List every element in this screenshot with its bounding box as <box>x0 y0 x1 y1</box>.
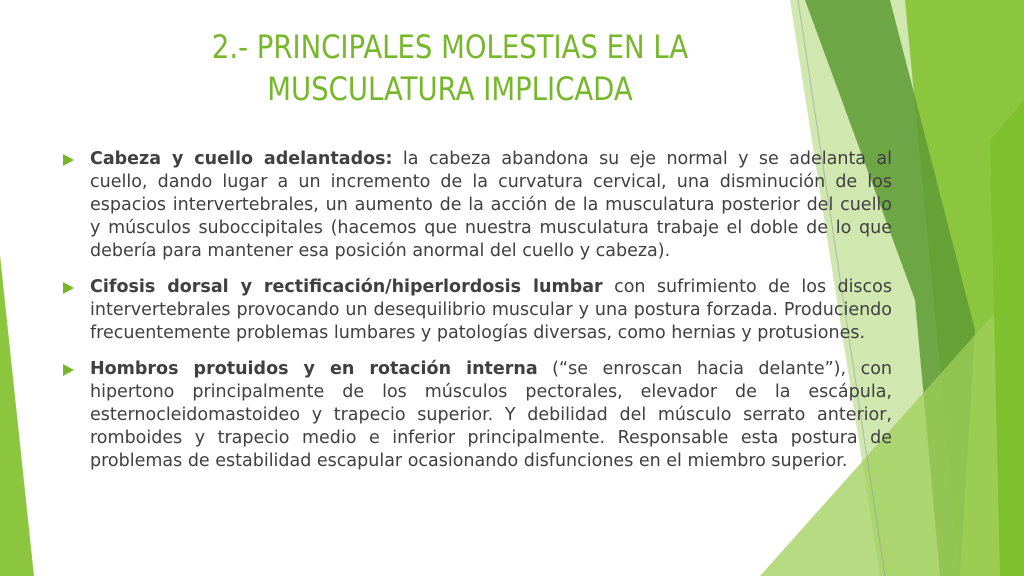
bullet-text <box>90 358 892 473</box>
bullet-body: la cabeza abandona su eje normal y se adelanta al cuello, dando lugar a un incremento de la curvatura cervical, una disminución de los espacios intervertebrales, un aumento de la acción de la musculatura posterior del cuello y músculos suboccipitales (hacemos que nuestra musculatura trabaje el doble de lo que debería para mantener esa posición anormal del cuello y cabeza). <box>90 149 892 261</box>
bullet-item-cifosis <box>60 276 892 345</box>
bullet-text <box>90 276 892 345</box>
bullet-bold-heading: Cifosis dorsal y rectificación/hiperlordosis lumbar <box>90 277 603 297</box>
left-accent-shape <box>0 255 34 576</box>
bullet-arrow-icon <box>63 154 74 166</box>
title-line-2: MUSCULATURA IMPLICADA <box>267 70 633 108</box>
bullet-body: (“se enroscan hacia delante”), con hipertono principalmente de los músculos pectorales, elevador de la escápula, esternocleidomastoideo y trapecio superior. Y debilidad del músculo serrato anterior, romboides y trapecio medio e inferior principalmente. Responsable esta postura de problemas de estabilidad escapular ocasionando disfunciones en el miembro superior. <box>90 359 892 471</box>
bullet-body: con sufrimiento de los discos intervertebrales provocando un desequilibrio muscular y una postura forzada. Produciendo frecuentemente problemas lumbares y patologías diversas, como hernias y protusiones. <box>90 277 892 343</box>
bullet-item-hombros <box>60 358 892 473</box>
slide-title <box>166 26 734 110</box>
bullet-text <box>90 148 892 263</box>
bullet-bold-heading: Cabeza y cuello adelantados: <box>90 149 393 169</box>
bullet-item-cabeza-cuello <box>60 148 892 263</box>
title-line-1: 2.- PRINCIPALES MOLESTIAS EN LA <box>211 28 689 66</box>
bullet-arrow-icon <box>63 364 74 376</box>
bullet-arrow-icon <box>63 282 74 294</box>
bullet-bold-heading: Hombros protuidos y en rotación interna <box>90 359 538 379</box>
bullet-list <box>60 148 892 486</box>
